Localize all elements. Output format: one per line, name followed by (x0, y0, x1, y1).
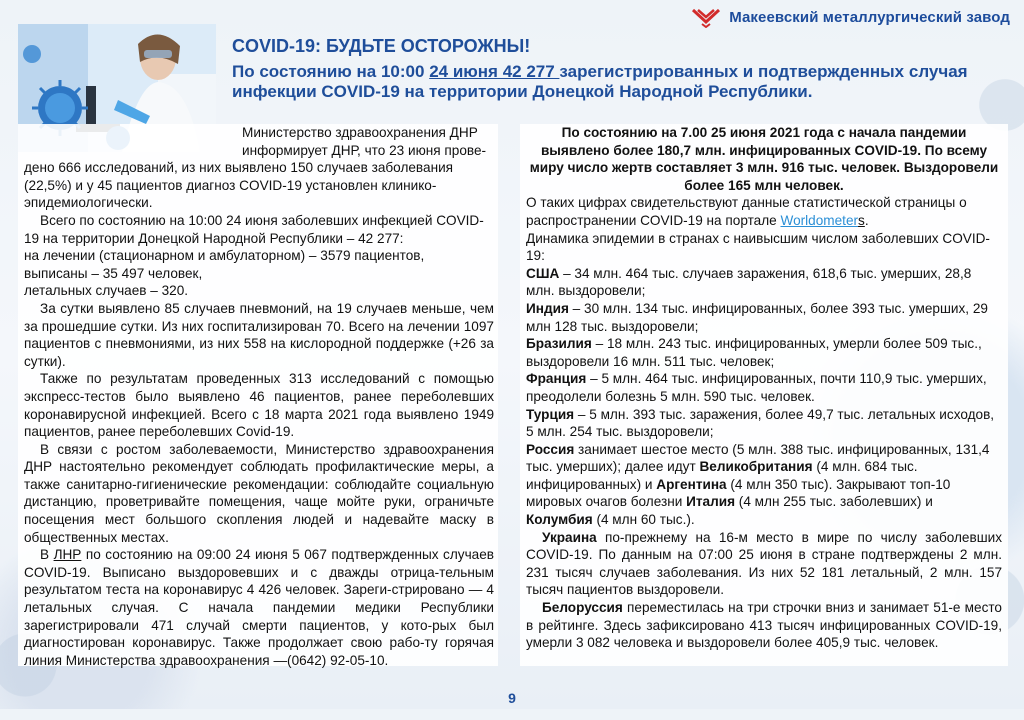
subtitle-text: По состоянию на 10:00 (232, 62, 430, 81)
country-name: США (526, 265, 560, 281)
paragraph (526, 194, 1002, 229)
country-stats: – 30 млн. 134 тыс. инфицированных, более 393 тыс. умерших, 29 млн 128 тыс. выздоровели; (526, 300, 988, 334)
page-title: COVID-19: БУДЬТЕ ОСТОРОЖНЫ! (232, 36, 531, 56)
country-stats: (4 млн. 684 тыс. инфицированных) и (526, 459, 918, 492)
country-stats: по-прежнему на 16-м место в мире по числу заболевших COVID-19. По данным на 07:00 25 июня в стране подтверждены 2 млн. 231 тысяч случаев заболевания. Из них 52 181 летальный, 2 млн. 157 тысяч пациентов выздоровели. (526, 529, 1002, 598)
text: . (864, 212, 869, 228)
country-stats: занимает шестое место (5 млн. 388 тыс. инфицированных, 131,4 тыс. умерших); далее идут (526, 441, 990, 475)
country-name: Турция (526, 406, 575, 422)
paragraph (24, 546, 494, 669)
country-usa (526, 265, 1002, 300)
country-name: Аргентина (656, 476, 727, 492)
country-brazil (526, 335, 1002, 370)
country-india (526, 300, 1002, 335)
subtitle-date-count: 24 июня 42 277 (429, 62, 560, 81)
paragraph: Динамика эпидемии в странах с наивысшим числом заболевших COVID-19: (526, 230, 990, 264)
text: О таких цифрах свидетельствуют данные статистической страницы о распространении COVID-19 на портале (526, 195, 967, 228)
page-subtitle (232, 62, 1012, 102)
lnr-link: ЛНР (53, 547, 82, 563)
country-name: Бразилия (526, 336, 592, 352)
paragraph: Всего по состоянию на 10:00 24 июня заболевших инфекцией COVID-19 на территории Донецкой Народной Республики – 42 277: (24, 212, 484, 246)
country-name: Великобритания (699, 459, 813, 475)
paragraph: дено 666 исследований, из них выявлено 150 случаев заболевания (22,5%) и у 45 пациентов диагноз COVID-19 установлен клинико-эпидемиологически. (24, 160, 454, 211)
country-name: Колумбия (526, 512, 593, 528)
country-russia (526, 441, 1002, 529)
country-belarus (526, 599, 1002, 652)
country-name: Украина (542, 529, 597, 545)
paragraph: В связи с ростом заболеваемости, Министерство здравоохранения ДНР настоятельно рекомендует соблюдать профилактические меры, а также санитарно-гигиенические рекомендации: соблюдайте социальную дистанцию, проветривайте помещения, чаще мойте руки, ограничьте посещения мест большого скопления людей и надевайте маску в общественных местах. (24, 441, 494, 545)
text: В (40, 547, 54, 563)
country-stats: (4 млн 350 тыс). Закрывают топ-10 мировых очагов болезни (526, 476, 951, 510)
worldometer-link[interactable]: Worldometer (780, 212, 859, 228)
paragraph: летальных случаев – 320. (24, 283, 189, 299)
country-stats: – 5 млн. 393 тыс. заражения, более 49,7 тыс. летальных исходов, 5 млн. 254 тыс. выздоровели; (526, 406, 995, 440)
country-name: Франция (526, 371, 587, 387)
link-suffix: s (858, 212, 865, 228)
country-name: Италия (686, 494, 736, 510)
country-stats: – 34 млн. 464 тыс. случаев заражения, 618,6 тыс. умерших, 28,8 млн. выздоровели; (526, 265, 972, 299)
country-name: Индия (526, 300, 569, 316)
country-name: Россия (526, 441, 575, 457)
right-column (520, 124, 1008, 666)
page-number: 9 (508, 690, 516, 706)
country-turkey (526, 406, 1002, 441)
country-stats: переместилась на три строчки вниз и занимает 51-е место в рейтинге. Здесь зафиксировано 413 тысяч инфицированных COVID-19, умерли 3 082 человека и выздоровели более 405,9 тыс. человек. (526, 600, 1002, 651)
paragraph: на лечении (стационарном и амбулаторном) – 3579 пациентов, (24, 248, 425, 264)
paragraph: За сутки выявлено 85 случаев пневмоний, на 19 случаев меньше, чем за прошедшие сутки. Из них госпитализирован 70. Всего на лечении 1097 пациентов с пневмониями, из них 558 на кислородной поддержке (+26 за сутки). (24, 300, 494, 369)
world-summary: По состоянию на 7.00 25 июня 2021 года с начала пандемии выявлено более 180,7 млн. инфицированных COVID-19. По всему миру число жертв составляет 3 млн. 916 тыс. человек. Выздоровели более 165 млн человек. (529, 125, 999, 193)
country-stats: (4 млн 60 тыс.). (592, 512, 695, 528)
company-name: Макеевский металлургический завод (729, 8, 1010, 26)
paragraph: выписаны – 35 497 человек, (24, 265, 203, 281)
country-stats: – 18 млн. 243 тыс. инфицированных, умерли более 509 тыс., выздоровели 16 млн. 511 тыс. человек; (526, 336, 982, 369)
country-stats: – 5 млн. 464 тыс. инфицированных, почти 110,9 тыс. умерших, преодолели болезнь 5 млн. 590 тыс. человек. (526, 371, 987, 404)
country-stats: (4 млн 255 тыс. заболевших) и (735, 494, 933, 510)
country-france (526, 370, 1002, 405)
country-name: Белоруссия (542, 600, 623, 616)
brand-logo (691, 6, 1010, 28)
paragraph: Также по результатам проведенных 313 исследований с помощью экспресс-тестов было выявлено 46 пациентов, ранее переболевших коронавирусной инфекцией. Всего с 18 марта 2021 года выявлено 1949 пациентов, ранее переболевших Covid-19. (24, 371, 494, 440)
paragraph: Министерство здравоохранения ДНР информирует ДНР, что 23 июня прове- (242, 125, 487, 158)
subtitle-text: зарегистрированных и подтвержденных случая инфекции COVID-19 на территории Донецкой Народной Республики. (232, 62, 968, 101)
left-column (18, 124, 498, 666)
company-logo-icon (691, 6, 721, 28)
country-ukraine (526, 529, 1002, 599)
text: по состоянию на 09:00 24 июня 5 067 подтвержденных случаев COVID-19. Выписано выздоровевших и с дважды отрица-тельным результатом теста на коронавирус 4 426 человек. Зареги-стрировано — 4 летальных случая. С начала пандемии медики Республики зарегистрировали 471 случай смерти пациентов, у кото-рых был диагностирован коронавирус. Также продолжает свою рабо-ту горячая линия Министерства здравоохранения —(0642) 92-05-10. (24, 547, 494, 668)
